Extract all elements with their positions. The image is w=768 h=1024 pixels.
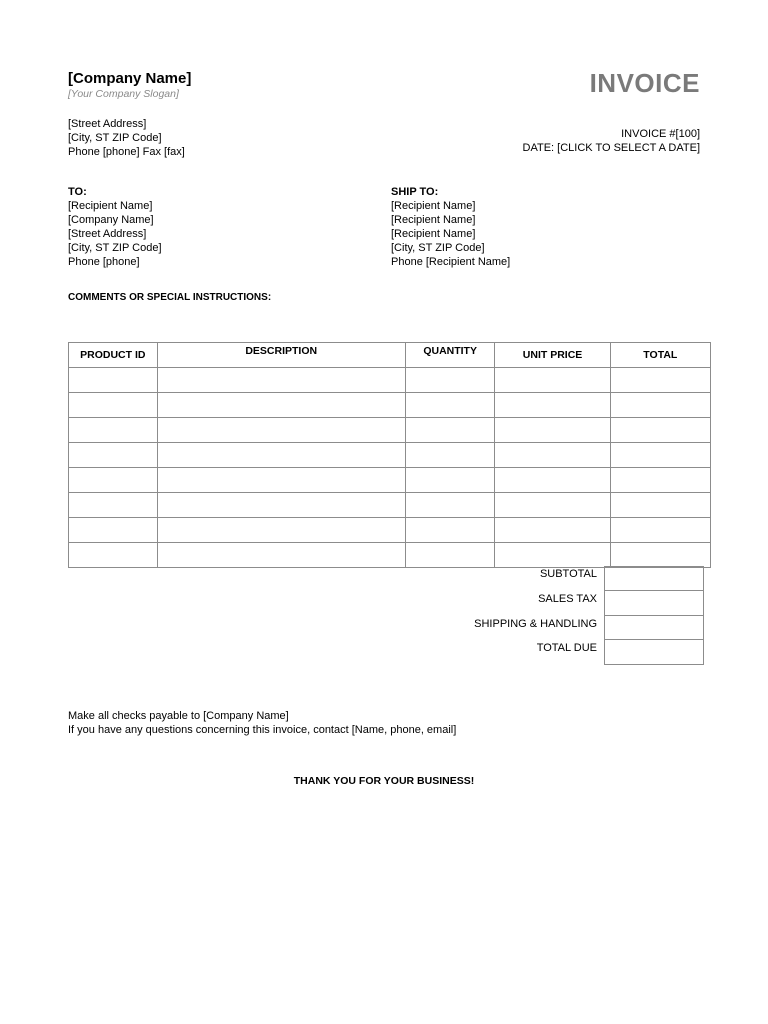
questions-note: If you have any questions concerning this invoice, contact [Name, phone, email]: [68, 724, 457, 736]
header-total: TOTAL: [610, 343, 710, 368]
table-row: [69, 368, 711, 393]
unit-price-cell[interactable]: [495, 368, 610, 393]
product-id-cell[interactable]: [69, 393, 158, 418]
thank-you-message: THANK YOU FOR YOUR BUSINESS!: [293, 775, 475, 787]
quantity-cell[interactable]: [405, 418, 495, 443]
bill-to-line: [Company Name]: [68, 214, 154, 226]
table-row: [69, 393, 711, 418]
totals-row: [430, 616, 711, 641]
subtotal-label: SUBTOTAL: [539, 568, 597, 580]
quantity-cell[interactable]: [405, 468, 495, 493]
table-row: [69, 543, 711, 568]
checks-payable-note: Make all checks payable to [Company Name]: [68, 710, 289, 722]
product-id-cell[interactable]: [69, 418, 158, 443]
quantity-cell[interactable]: [405, 543, 495, 568]
unit-price-cell[interactable]: [495, 393, 610, 418]
total-cell[interactable]: [610, 393, 710, 418]
bill-to-heading: TO:: [68, 186, 87, 198]
unit-price-cell[interactable]: [495, 493, 610, 518]
header-unit-price: UNIT PRICE: [495, 343, 610, 368]
bill-to-line: Phone [phone]: [68, 256, 140, 268]
description-cell[interactable]: [157, 493, 405, 518]
total-due-cell[interactable]: [604, 640, 704, 665]
company-name: [Company Name]: [68, 70, 192, 87]
shipping-handling-label: SHIPPING & HANDLING: [474, 617, 597, 630]
description-cell[interactable]: [157, 443, 405, 468]
description-cell[interactable]: [157, 368, 405, 393]
bill-to-line: [Street Address]: [68, 228, 147, 240]
sales-tax-cell[interactable]: [604, 591, 704, 616]
total-cell[interactable]: [610, 493, 710, 518]
bill-to-line: [Recipient Name]: [68, 200, 153, 212]
total-cell[interactable]: [610, 418, 710, 443]
totals-row: [430, 566, 711, 591]
footer-notes: [68, 709, 456, 737]
quantity-cell[interactable]: [405, 493, 495, 518]
invoice-date[interactable]: DATE: [CLICK TO SELECT A DATE]: [522, 142, 700, 154]
totals-row: [430, 591, 711, 616]
line-items-table: [68, 342, 711, 568]
description-cell[interactable]: [157, 393, 405, 418]
ship-to-line: [Recipient Name]: [391, 228, 476, 240]
ship-to-line: [Recipient Name]: [391, 200, 476, 212]
header-product-id: PRODUCT ID: [69, 343, 158, 368]
sender-phone-fax: Phone [phone] Fax [fax]: [68, 146, 185, 158]
comments-label: COMMENTS OR SPECIAL INSTRUCTIONS:: [68, 292, 272, 303]
product-id-cell[interactable]: [69, 443, 158, 468]
description-cell[interactable]: [157, 543, 405, 568]
total-cell[interactable]: [610, 468, 710, 493]
total-cell[interactable]: [610, 518, 710, 543]
invoice-number[interactable]: INVOICE #[100]: [621, 128, 700, 140]
table-header-row: [69, 343, 711, 368]
ship-to-line: [City, ST ZIP Code]: [391, 242, 485, 254]
unit-price-cell[interactable]: [495, 443, 610, 468]
quantity-cell[interactable]: [405, 443, 495, 468]
shipping-handling-cell[interactable]: [604, 616, 704, 641]
ship-to-line: Phone [Recipient Name]: [391, 256, 511, 268]
description-cell[interactable]: [157, 468, 405, 493]
company-slogan: [Your Company Slogan]: [68, 88, 179, 100]
product-id-cell[interactable]: [69, 368, 158, 393]
subtotal-cell[interactable]: [604, 566, 704, 591]
table-row: [69, 493, 711, 518]
header-quantity: QUANTITY: [405, 343, 495, 368]
quantity-cell[interactable]: [405, 518, 495, 543]
quantity-cell[interactable]: [405, 393, 495, 418]
unit-price-cell[interactable]: [495, 468, 610, 493]
ship-to-block: [391, 185, 641, 269]
ship-to-heading: SHIP TO:: [391, 186, 439, 198]
invoice-title: INVOICE: [589, 68, 700, 98]
table-row: [69, 468, 711, 493]
totals-section: [430, 566, 711, 665]
product-id-cell[interactable]: [69, 518, 158, 543]
bill-to-line: [City, ST ZIP Code]: [68, 242, 162, 254]
description-cell[interactable]: [157, 518, 405, 543]
sales-tax-label: SALES TAX: [538, 592, 597, 605]
product-id-cell[interactable]: [69, 468, 158, 493]
unit-price-cell[interactable]: [495, 518, 610, 543]
table-row: [69, 443, 711, 468]
sender-address: [68, 117, 185, 159]
invoice-meta: [523, 127, 700, 155]
description-cell[interactable]: [157, 418, 405, 443]
total-cell[interactable]: [610, 543, 710, 568]
quantity-cell[interactable]: [405, 368, 495, 393]
table-row: [69, 418, 711, 443]
product-id-cell[interactable]: [69, 493, 158, 518]
bill-to-block: [68, 185, 318, 269]
ship-to-line: [Recipient Name]: [391, 214, 476, 226]
header-description: DESCRIPTION: [157, 343, 405, 368]
total-cell[interactable]: [610, 443, 710, 468]
sender-city: [City, ST ZIP Code]: [68, 132, 162, 144]
total-cell[interactable]: [610, 368, 710, 393]
table-row: [69, 518, 711, 543]
sender-street: [Street Address]: [68, 118, 147, 130]
unit-price-cell[interactable]: [495, 543, 610, 568]
total-due-label: TOTAL DUE: [536, 642, 597, 655]
unit-price-cell[interactable]: [495, 418, 610, 443]
totals-row: [430, 640, 711, 665]
product-id-cell[interactable]: [69, 543, 158, 568]
